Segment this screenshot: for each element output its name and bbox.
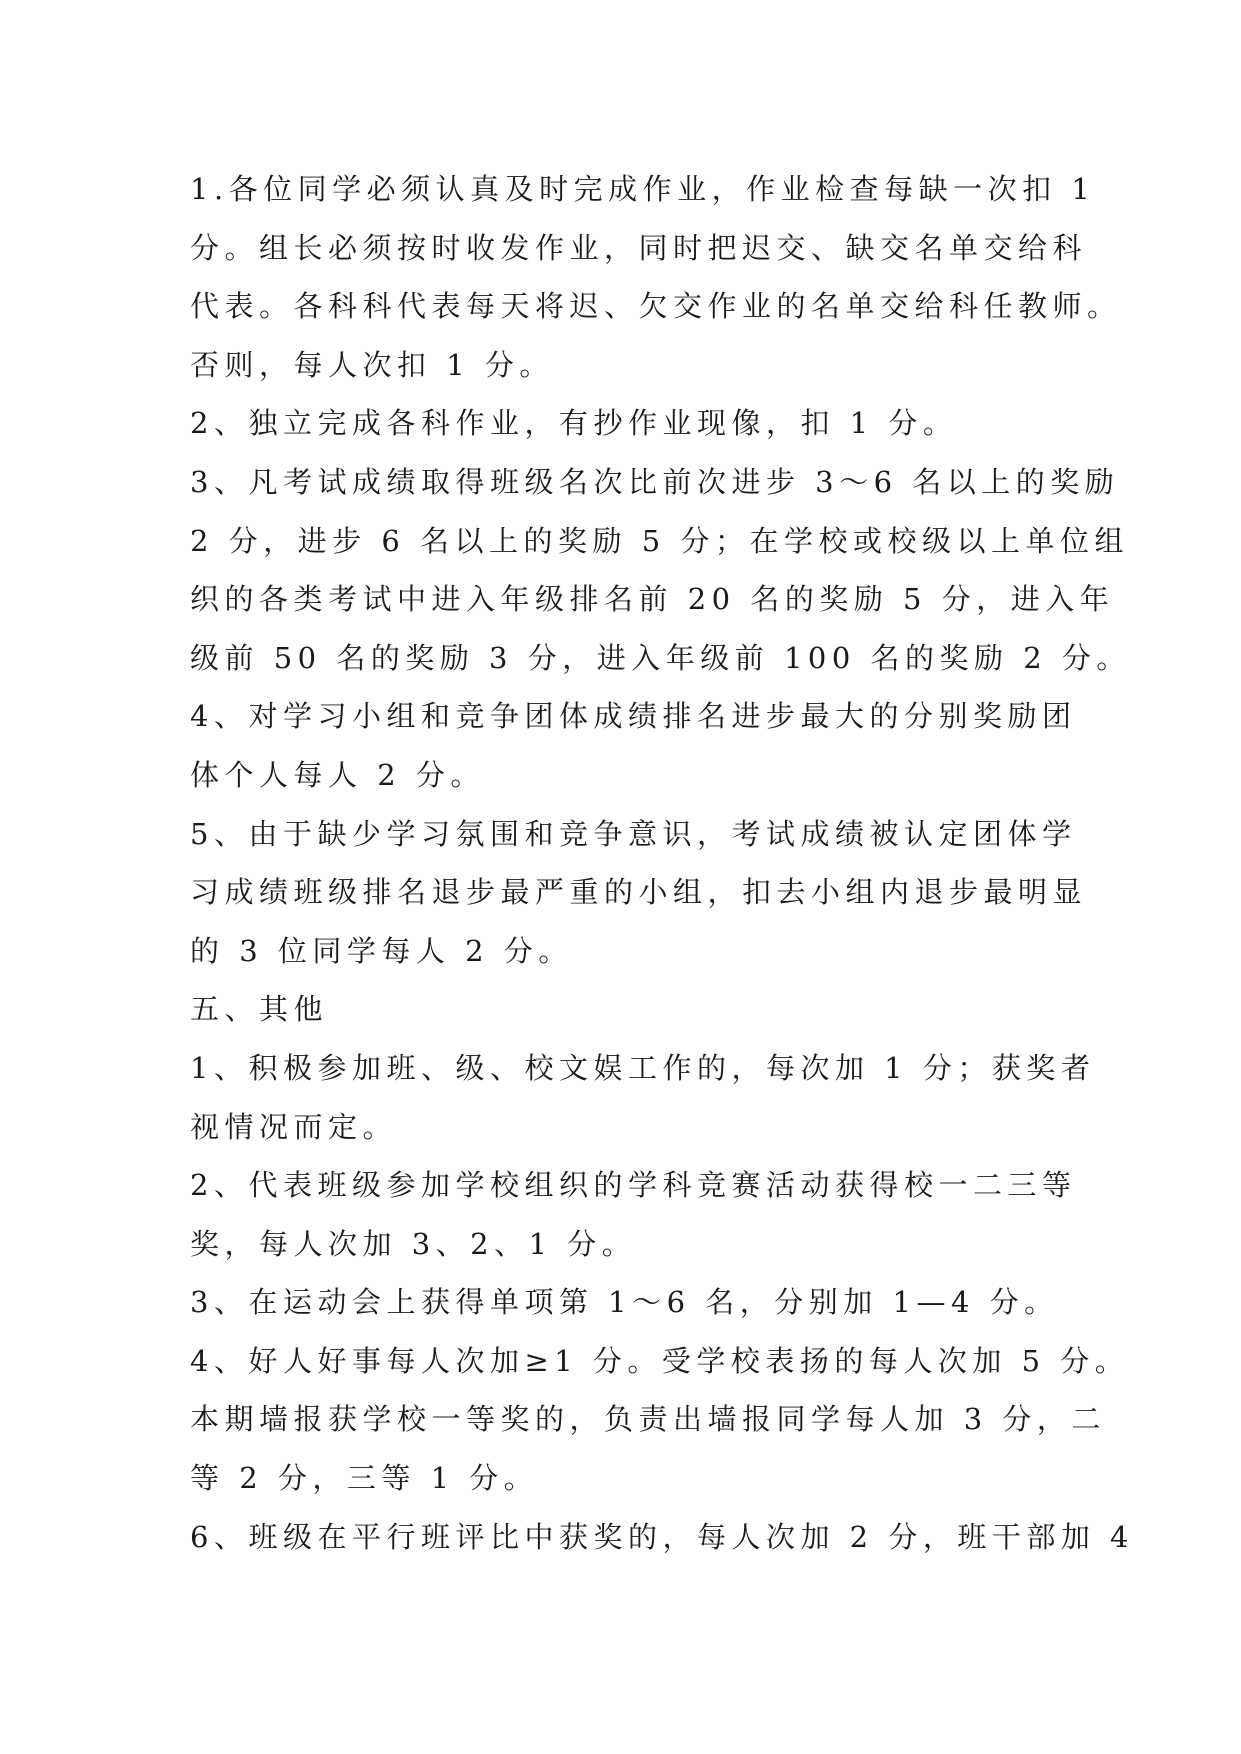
text-line: 否则，每人次扣 1 分。: [190, 347, 554, 382]
text-line: 的 3 位同学每人 2 分。: [190, 933, 573, 968]
section-heading: 五、其他: [190, 992, 329, 1027]
text-line: 本期墙报获学校一等奖的，负责出墙报同学每人加 3 分，二: [190, 1402, 1106, 1437]
text-line: 代表。各科科代表每天将迟、欠交作业的名单交给科任教师。: [190, 289, 1122, 324]
text-line: 4、好人好事每人次加≥1 分。受学校表扬的每人次加 5 分。: [190, 1343, 1130, 1378]
text-line: 2、独立完成各科作业，有抄作业现像，扣 1 分。: [190, 406, 958, 441]
text-line: 分。组长必须按时收发作业，同时把迟交、缺交名单交给科: [190, 230, 1088, 265]
text-line: 1、积极参加班、级、校文娱工作的，每次加 1 分；获奖者: [190, 1050, 1096, 1085]
text-line: 2 分，进步 6 名以上的奖励 5 分；在学校或校级以上单位组: [190, 523, 1129, 558]
text-line: 体个人每人 2 分。: [190, 757, 485, 792]
text-line: 5、由于缺少学习氛围和竞争意识，考试成绩被认定团体学: [190, 816, 1077, 851]
text-line: 习成绩班级排名退步最严重的小组，扣去小组内退步最明显: [190, 875, 1088, 910]
text-line: 1.各位同学必须认真及时完成作业，作业检查每缺一次扣 1: [190, 172, 1096, 206]
text-line: 视情况而定。: [190, 1109, 398, 1144]
text-line: 奖，每人次加 3、2、1 分。: [190, 1226, 637, 1261]
text-line: 3、凡考试成绩取得班级名次比前次进步 3～6 名以上的奖励: [190, 464, 1120, 499]
text-line: 织的各类考试中进入年级排名前 20 名的奖励 5 分，进入年: [190, 582, 1115, 617]
text-line: 6、班级在平行班评比中获奖的，每人次加 2 分，班干部加 4: [190, 1519, 1135, 1554]
text-line: 3、在运动会上获得单项第 1～6 名，分别加 1—4 分。: [190, 1285, 1059, 1320]
text-line: 等 2 分，三等 1 分。: [190, 1461, 539, 1496]
text-line: 4、对学习小组和竞争团体成绩排名进步最大的分别奖励团: [190, 699, 1077, 734]
document-body: [190, 160, 1135, 1566]
text-line: 级前 50 名的奖励 3 分，进入年级前 100 名的奖励 2 分。: [190, 640, 1131, 675]
text-line: 2、代表班级参加学校组织的学科竞赛活动获得校一二三等: [190, 1168, 1077, 1203]
